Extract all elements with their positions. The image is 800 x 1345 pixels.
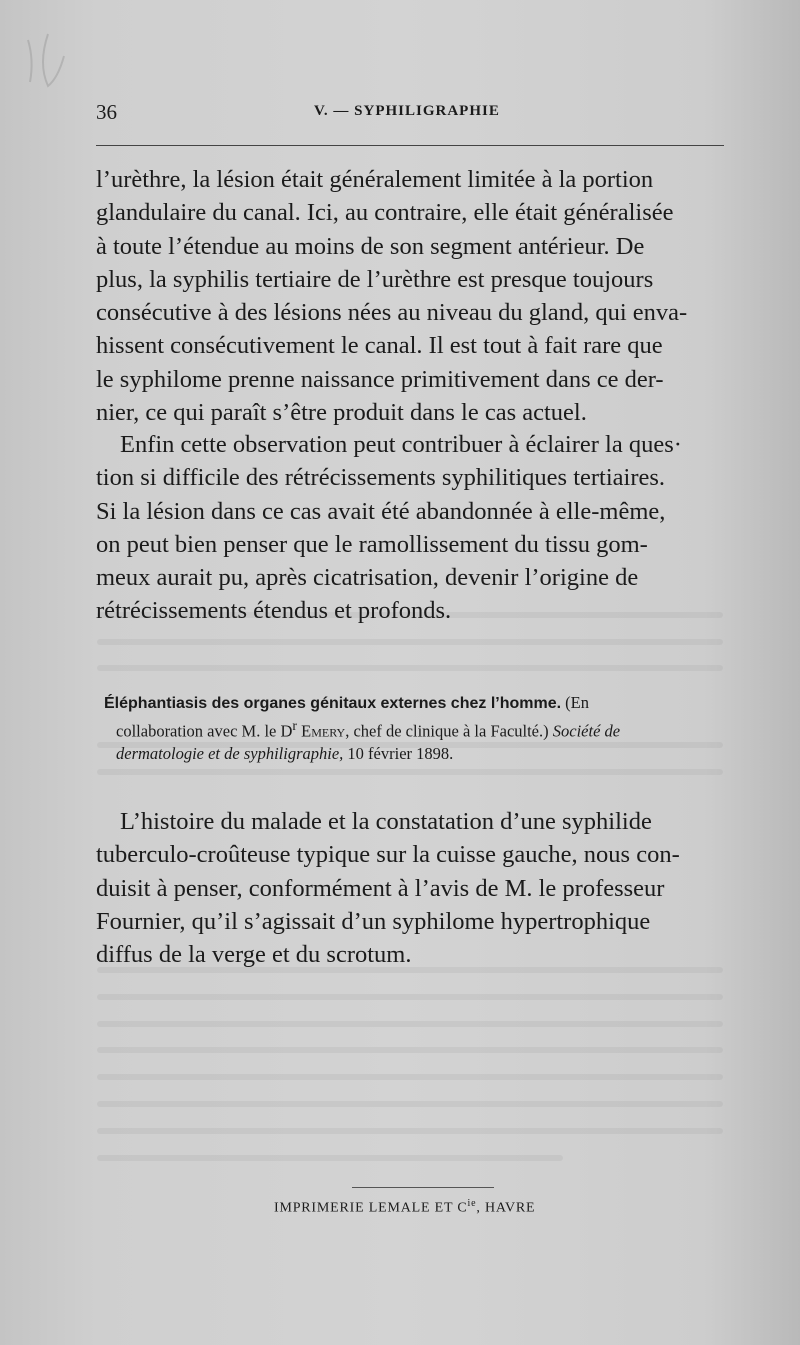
article-title: Éléphantiasis des organes génitaux externes chez l’homme. — [104, 695, 562, 712]
text-line: Fournier, qu’il s’agissait d’un syphilome hypertrophique — [96, 907, 651, 935]
text-line: diffus de la verge et du scrotum. — [96, 941, 412, 969]
journal-name: Société de — [552, 721, 621, 741]
text-line: l’urèthre, la lésion était généralement limitée à la portion — [96, 166, 654, 193]
text-line: meux aurait pu, après cicatrisation, devenir l’origine de — [96, 564, 639, 592]
printer-text: IMPRIMERIE LEMALE ET C — [274, 1200, 468, 1216]
text-line: duisit à penser, conformément à l’avis de M. le professeur — [96, 874, 665, 902]
text-line: rétrécissements étendus et profonds. — [96, 597, 452, 625]
text-line: nier, ce qui paraît s’être produit dans le cas actuel. — [96, 399, 587, 427]
text-line: tion si difficile des rétrécissements syphilitiques tertiaires. — [96, 464, 666, 492]
biblio-line — [104, 715, 736, 743]
text-line: L’histoire du malade et la constatation d’une syphilide — [120, 808, 652, 835]
printer-imprint — [274, 1198, 535, 1217]
biblio-text: collaboration avec M. le D — [116, 721, 293, 741]
text-line: consécutive à des lésions nées au niveau du gland, qui enva- — [96, 299, 688, 327]
author-name: Emery — [301, 721, 346, 741]
paragraph-conclusion — [96, 428, 728, 628]
footer-divider — [352, 1187, 494, 1188]
running-title: V. — SYPHILIGRAPHIE — [314, 103, 500, 119]
paragraph-case-description — [96, 805, 728, 971]
text-line: Si la lésion dans ce cas avait été abandonnée à elle-même, — [96, 497, 666, 525]
publication-date: 10 février 1898. — [343, 743, 454, 763]
printer-superscript: ie — [467, 1198, 477, 1209]
paragraph-continuation — [96, 163, 728, 429]
page-number: 36 — [96, 100, 117, 124]
header-divider — [96, 145, 724, 146]
bibliographic-entry — [104, 692, 736, 765]
text-line: tuberculo-croûteuse typique sur la cuisse gauche, nous con- — [96, 841, 680, 869]
text-line: hissent consécutivement le canal. Il est tout à fait rare que — [96, 332, 663, 360]
text-line: plus, la syphilis tertiaire de l’urèthre est presque toujours — [96, 265, 654, 293]
running-header — [96, 100, 724, 126]
text-line: glandulaire du canal. Ici, au contraire, elle était généralisée — [96, 199, 674, 227]
biblio-superscript: r — [292, 718, 297, 733]
printer-text: , HAVRE — [476, 1200, 536, 1216]
text-line: le syphilome prenne naissance primitivement dans ce der- — [96, 365, 664, 393]
biblio-line — [104, 692, 736, 715]
text-line: on peut bien penser que le ramollissement du tissu gom- — [96, 530, 648, 558]
text-line: Enfin cette observation peut contribuer à éclairer la ques· — [120, 431, 682, 458]
biblio-line — [104, 743, 736, 765]
journal-name-cont: dermatologie et de syphiligraphie, — [116, 743, 344, 763]
biblio-text: (En — [561, 693, 589, 712]
text-line: à toute l’étendue au moins de son segment antérieur. De — [96, 232, 645, 260]
biblio-text: , chef de clinique à la Faculté.) — [345, 721, 553, 741]
